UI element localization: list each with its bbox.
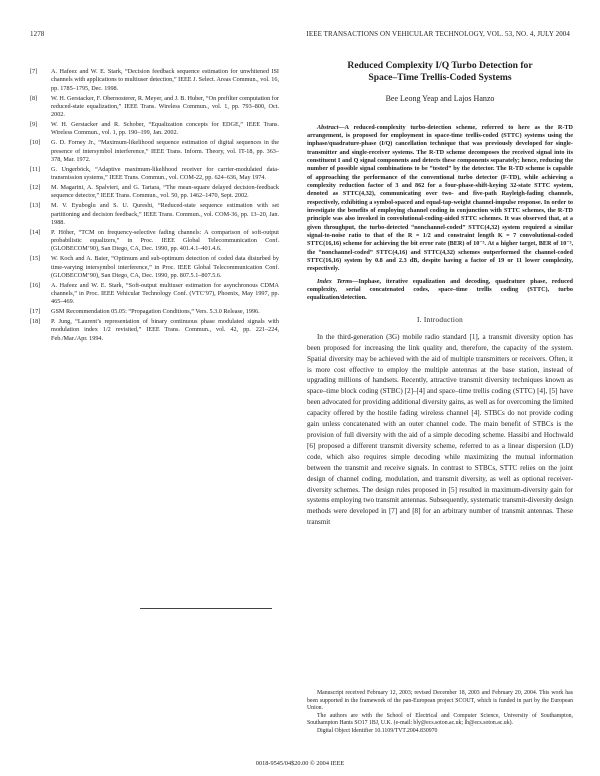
page-number: 1278 [30,30,45,38]
footnote-received: Manuscript received February 12, 2003; revised December 18, 2003 and February 20, 2004. This work has been supported in the framework of the pan-European project SCOUT, which is funded in part by the European Union. [307,690,573,711]
reference-number: [11] [30,165,41,173]
reference-number: [12] [30,183,41,191]
journal-running-title: IEEE TRANSACTIONS ON VEHICULAR TECHNOLOGY, VOL. 53, NO. 4, JULY 2004 [306,30,570,38]
references-column [30,68,279,345]
article-authors: Bee Leong Yeap and Lajos Hanzo [385,93,495,103]
article-title [307,60,573,84]
reference-number: [16] [30,281,41,289]
reference-item [30,68,279,93]
reference-item [30,318,279,343]
reference-text: W. H. Gerstacker and R. Schober, “Equalization concepts for EDGE,” IEEE Trans. Wireless Commun., vol. 1, pp. 190–199, Jan. 2002. [51,121,279,137]
reference-text: M. Magarini, A. Spalvieri, and G. Tartara, “The mean-square delayed decision-feedback sequence detector,” IEEE Trans. Commun., vol. 50, pp. 1462–1470, Sept. 2002. [51,183,279,200]
reference-text: G. D. Forney Jr., “Maximum-likelihood sequence estimation of digital sequences in the presence of intersymbol interference,” IEEE Trans. Inform. Theory, vol. IT-18, pp. 363–378, Mar. 1972. [51,139,279,163]
footnote-doi: Digital Object Identifier 10.1109/TVT.2004.830970 [317,727,438,734]
reference-item [30,139,279,164]
reference-item [30,229,279,254]
reference-item [30,166,279,183]
reference-number: [13] [30,202,41,210]
section-heading: I. Introduction [416,315,464,324]
article-column [307,60,573,528]
abstract-text: A reduced-complexity turbo-detection scheme, referred to here as the R-TD arrangement, is proposed for employment in space-time trellis-coded (STTC) systems using the inphase/quadrature-phase (I/Q) cancellation technique that was previously developed for single-transmitter and single-receiver systems. The R-TD scheme decomposes the received signal into its constituent I and Q signal components and detects these components separately; hence, reducing the number of possible signal combinations to be “tested” by the detector. The R-TD scheme is capable of approaching the performance of the conventional turbo detector (F-TD), while achieving a complexity reduction factor of 3 and 862 for a four-phase-shift-keying 32-state STTC system, denoted as STTC(4,32), communicating over two- and five-path Rayleigh-fading channels, respectively, exhibiting a symbol-spaced and equal-tap-weight channel-impulse response. In order to investigate the benefits of employing channel coding in conjunction with STTC schemes, the R-TD principle was also invoked in convolutional-coding-aided STTC schemes. It was observed that, at a given throughput, the turbo-detected “nonchannel-coded” STTC(4,32) system required a similar signal-to-noise ratio to that of the R = 1/2 and constraint length K = 7 convolutional-coded STTC(16,16) scheme for achieving the bit error rate (BER) of 10⁻⁵. At a higher target, BER of 10⁻³, the “nonchannel-coded” STTC(4,16) and STTC(4,32) schemes outperformed the channel-coded STTC(16,16) system by 0.8 and 2.3 dB, despite having a factor of 19 or 11 lower complexity, respectively. [307,123,573,273]
column-end-rule [140,608,272,609]
reference-item [30,184,279,201]
reference-item [30,255,279,280]
abstract-label: Abstract— [317,123,345,131]
index-terms [307,278,573,303]
reference-item [30,308,279,316]
footnote-affiliation: The authors are with the School of Electrical and Computer Science, University of Southampton, Southampton Hants SO17 1BJ, U.K. (e-mail: bly@ecs.soton.ac.uk; lh@ecs.soton.ac.uk). [307,712,573,726]
reference-item [30,95,279,120]
reference-item [30,282,279,307]
reference-text: W. Koch and A. Baier, “Optimum and sub-optimum detection of coded data disturbed by time-varying intersymbol interference,” in Proc. IEEE Global Telecommunication Conf. (GLOBECOM’90), San Diego, CA, Dec. 1990, pp. 807.5.1–807.5.6. [51,255,279,279]
article-title-line: Space–Time Trellis-Coded Systems [368,71,512,83]
copyright-footer: 0018-9545/04$20.00 © 2004 IEEE [255,760,345,767]
reference-text: A. Hafeez and W. E. Stark, “Decision feedback sequence estimation for unwhitened ISI channels with applications to multiuser detection,” IEEE J. Select. Areas Commun., vol. 16, pp. 1785–1795, Dec. 1998. [51,68,279,92]
reference-text: W. H. Gerstacker, F. Obernosterer, R. Meyer, and J. B. Huber, “On prefilter computation for reduced-state equalization,” IEEE Trans. Wireless Commun., vol. 1, pp. 793–800, Oct. 2002. [51,94,279,119]
reference-text: M. V. Eyuboglu and S. U. Qureshi, “Reduced-state sequence estimation with set partitioning and decision feedback,” IEEE Trans. Commun., vol. COM-36, pp. 13–20, Jan. 1988. [51,202,279,226]
introduction-paragraph: In the third-generation (3G) mobile radio standard [1], a transmit diversity option has been proposed for increasing the link quality and, therefore, the capacity of the system. Spatial diversity may be achieved with the aid of multiple transmitters or receivers. Often, it is more cost effective to employ the multiple antennas at the base station, instead of upgrading millions of handsets. Recently, attractive transmit diversity techniques known as space–time block coding (STBC) [2]–[4] and space–time trellis coding (STTC) [4], [5] have been advocated for providing additional diversity gains, as well as for overcoming the limited capacity offered by the hostile fading wireless channel [4]. STBCs do not provide coding gain unless concatenated with an outer channel code. The main benefit of STBCs is the provision of full diversity with the aid of a simple decoding scheme. Hassibi and Hochwald [6] proposed a different transmit diversity scheme, referred to as a linear dispersion (LD) code, which also requires simple decoding while maximizing the mutual information between the transmit and receive signals. In contrast to STBCs, STTC relies on the joint design of channel coding, modulation, and transmit diversity, as well as optional receiver-diversity schemes. The design rules proposed in [5] resulted in maximum-diversity gain for systems employing two transmit antennas. Subsequently, systematic transmit-diversity design methods were developed in [7] and [8] for an arbitrary number of transmit antennas. These transmit [307,332,573,527]
reference-text: G. Ungerböck, “Adaptive maximum-likelihood receiver for carrier-modulated data-transmission systems,” IEEE Trans. Commun., vol. COM-22, pp. 624–636, May 1974. [51,165,279,182]
reference-text: P. Jung, “Laurent’s representation of binary continuous phase modulated signals with modulation index 1/2 revisited,” IEEE Trans. Commun., vol. 42, pp. 221–224, Feb./Mar./Apr. 1994. [51,318,279,342]
first-page-footnote [307,690,573,735]
reference-number: [17] [30,308,41,316]
reference-item [30,121,279,138]
reference-item [30,202,279,227]
index-terms-label: Index Terms— [317,277,359,285]
reference-text: P. Höher, “TCM on frequency-selective fading channels: A comparison of soft-output probabilistic equalizers,” in Proc. IEEE Global Telecommunication Conf. (GLOBECOM’90), San Diego, CA, Dec. 1990, pp. 401.4.1–401.4.6. [51,228,279,253]
reference-number: [8] [30,94,38,102]
reference-number: [10] [30,139,41,147]
abstract [307,124,573,274]
reference-number: [15] [30,255,41,263]
reference-number: [18] [30,318,41,326]
reference-number: [9] [30,121,38,129]
reference-number: [14] [30,228,41,236]
reference-text: A. Hafeez and W. E. Stark, “Soft-output multiuser estimation for asynchronous CDMA channels,” in Proc. IEEE Vehicular Technology Conf. (VTC’97), Phoenix, May 1997, pp. 465–469. [51,281,279,306]
index-terms-text: Inphase, iterative equalization and decoding, quadrature phase, reduced complexity, serial concatenated codes, space–time trellis coding (STTC), turbo equalization/detection. [307,277,573,302]
running-header [30,30,570,44]
article-title-line: Reduced Complexity I/Q Turbo Detection for [347,60,533,71]
reference-text: GSM Recommendation 05.05: “Propagation Conditions,” Vers. 5.3.0 Release, 1996. [51,308,260,316]
reference-number: [7] [30,68,38,75]
